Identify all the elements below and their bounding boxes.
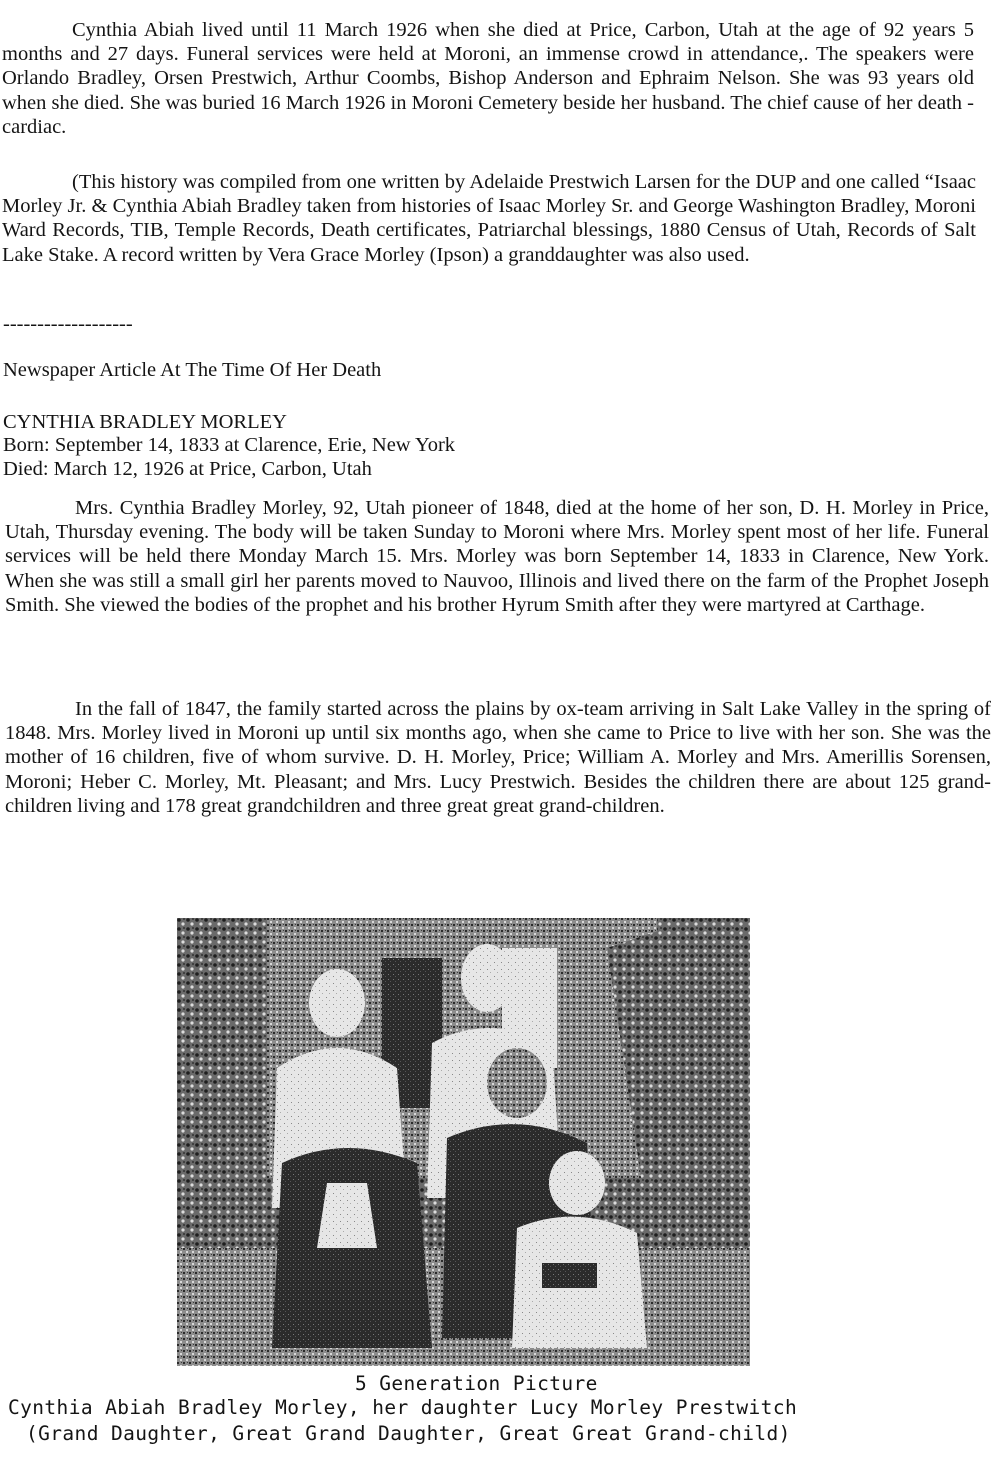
five-generation-photo — [177, 918, 750, 1366]
history-paragraph-1: Cynthia Abiah lived until 11 March 1926 when she died at Price, Carbon, Utah at the age of 92 years 5 months and 27 days. Funeral services were held at Moroni, an immense crowd in attendance,. The speakers were Orlando Bradley, Orsen Prestwich, Arthur Coombs, Bishop Anderson and Ephraim Nelson. She was 93 years old when she died. She was buried 16 March 1926 in Moroni Cemetery beside her husband. The chief cause of her death - cardiac. — [2, 19, 974, 138]
article-born: Born: September 14, 1833 at Clarence, Erie, New York — [3, 434, 456, 456]
article-name: CYNTHIA BRADLEY MORLEY — [3, 411, 287, 433]
section-divider: ------------------- — [3, 313, 133, 335]
photo-caption-title: 5 Generation Picture — [355, 1372, 598, 1395]
history-paragraph-2: (This history was compiled from one written by Adelaide Prestwich Larsen for the DUP and one called “Isaac Morley Jr. & Cynthia Abiah Bradley taken from histories of Isaac Morley Sr. and George Washington Bradley, Moroni Ward Records, TIB, Temple Records, Death certificates, Patriarchal blessings, 1880 Census of Utah, Records of Salt Lake Stake. A record written by Vera Grace Morley (Ipson) a granddaughter was also used. — [2, 171, 976, 266]
photo-caption-line-2: (Grand Daughter, Great Grand Daughter, Great Great Grand-child) — [26, 1422, 791, 1445]
article-died: Died: March 12, 1926 at Price, Carbon, Utah — [3, 458, 372, 480]
article-heading: Newspaper Article At The Time Of Her Death — [3, 359, 382, 381]
article-paragraph-2: In the fall of 1847, the family started across the plains by ox-team arriving in Salt Lake Valley in the spring of 1848. Mrs. Morley lived in Moroni up until six months ago, when she came to Price to live with her son. She was the mother of 16 children, five of whom survive. D. H. Morley, Price; William A. Morley and Mrs. Amerillis Sorensen, Moroni; Heber C. Morley, Mt. Pleasant; and Mrs. Lucy Prestwich. Besides the children there are about 125 grand-children living and 178 great grandchildren and three great great grand-children. — [5, 698, 991, 817]
article-paragraph-1: Mrs. Cynthia Bradley Morley, 92, Utah pioneer of 1848, died at the home of her son, D. H. Morley in Price, Utah, Thursday evening. The body will be taken Sunday to Moroni where Mrs. Morley spent most of her life. Funeral services will be held there Monday March 15. Mrs. Morley was born September 14, 1833 in Clarence, New York. When she was still a small girl her parents moved to Nauvoo, Illinois and lived there on the farm of the Prophet Joseph Smith. She viewed the bodies of the prophet and his brother Hyrum Smith after they were martyred at Carthage. — [5, 497, 989, 616]
photo-caption-line-1: Cynthia Abiah Bradley Morley, her daughter Lucy Morley Prestwitch — [8, 1396, 798, 1419]
